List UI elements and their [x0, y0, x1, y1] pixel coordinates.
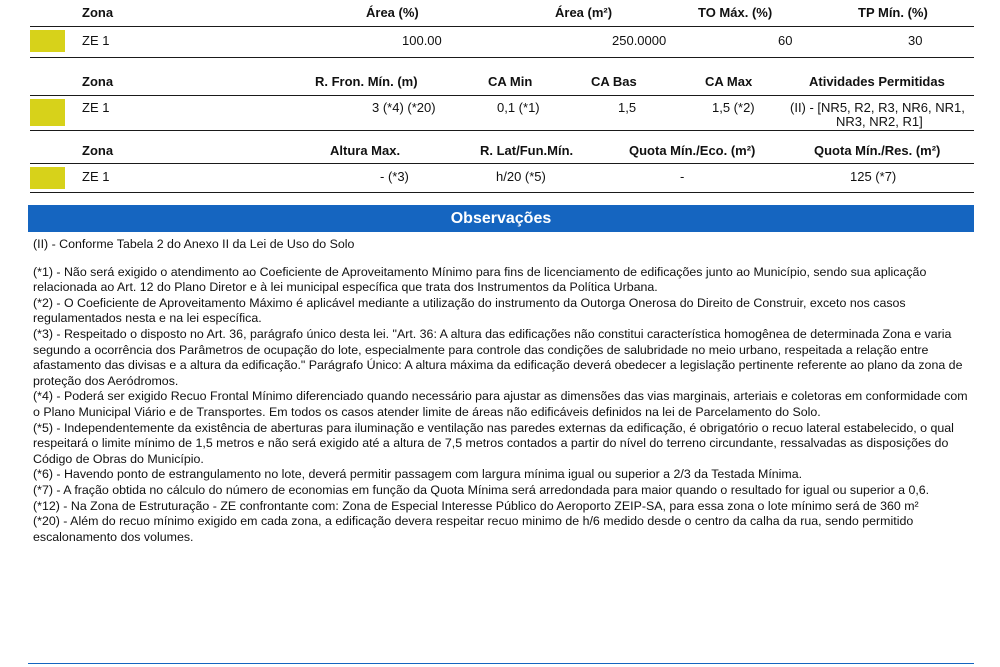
col-atividades-header: Atividades Permitidas	[809, 74, 945, 89]
note-20: (*20) - Além do recuo mínimo exigido em cada zona, a edificação devera respeitar recuo minimo de h/6 medido desde o centro da calha da rua, sendo permitido escalonamento dos volumes.	[33, 514, 914, 544]
recuo-frontal-value: 3 (*4) (*20)	[372, 100, 436, 115]
table3-header	[30, 143, 974, 163]
col-quota-res-header: Quota Mín./Res. (m²)	[814, 143, 941, 158]
zone-color-swatch	[30, 30, 65, 52]
ca-bas-value: 1,5	[618, 100, 637, 115]
observacoes-notes	[33, 237, 973, 545]
recuo-lateral-value: h/20 (*5)	[496, 169, 546, 184]
altura-max-value: - (*3)	[380, 169, 409, 184]
note-intro: (II) - Conforme Tabela 2 do Anexo II da Lei de Uso do Solo	[33, 237, 355, 251]
col-altura-max-header: Altura Max.	[330, 143, 401, 158]
col-ca-max-header: CA Max	[705, 74, 753, 89]
col-ca-min-header: CA Min	[488, 74, 533, 89]
col-area-pct-header: Área (%)	[366, 5, 419, 20]
col-ca-bas-header: CA Bas	[591, 74, 637, 89]
area-pct-value: 100.00	[402, 33, 442, 48]
col-zona-header: Zona	[82, 74, 114, 89]
table1-row	[30, 26, 974, 58]
ca-max-value: 1,5 (*2)	[712, 100, 755, 115]
quota-eco-value: -	[680, 169, 685, 184]
col-area-m2-header: Área (m²)	[555, 5, 613, 20]
footer-divider	[28, 663, 974, 664]
col-tp-min-header: TP Mín. (%)	[858, 5, 928, 20]
col-zona-header: Zona	[82, 143, 114, 158]
col-zona-header: Zona	[82, 5, 114, 20]
table2-row	[30, 95, 974, 131]
note-5: (*5) - Independentemente da existência de aberturas para iluminação e ventilação nas paredes externas da edificação, é obrigatório o recuo lateral estabelecido, o qual respeitará o limite mínimo de 1,5 metros e não será exigido até a altura de 7,5 metros contados a partir do nível do terreno circundante, ressalvadas as disposições do Código de Obras do Município.	[33, 420, 954, 466]
note-1: (*1) - Não será exigido o atendimento ao Coeficiente de Aproveitamento Mínimo para fins de licenciamento de edificações junto ao Município, sendo sua aplicação relacionada ao Art. 12 do Plano Diretor e à lei municipal específica que trata dos Instrumentos da Política Urbana.	[33, 264, 927, 295]
quota-res-value: 125 (*7)	[850, 169, 897, 184]
zone-color-swatch	[30, 99, 65, 126]
atividades-value-line2: NR3, NR2, R1]	[836, 114, 923, 129]
table2-header	[30, 74, 974, 94]
zona-value: ZE 1	[82, 100, 110, 115]
table1-header	[30, 5, 974, 25]
zona-value: ZE 1	[82, 169, 110, 184]
observacoes-title: Observações	[28, 205, 974, 232]
note-7: (*7) - A fração obtida no cálculo do número de economias em função da Quota Mínima será arredondada para maior quando o resultado for igual ou superior a 0,6.	[33, 482, 930, 497]
note-4: (*4) - Poderá ser exigido Recuo Frontal Mínimo diferenciado quando necessário para ajustar as dimensões das vias marginais, arteriais e coletoras em conformidade com o Plano Municipal Viário e de Transportes. Em todos os casos atender limite de áreas não edificáveis definidos na lei de Parcelamento do Solo.	[33, 389, 968, 419]
note-12: (*12) - Na Zona de Estruturação - ZE confrontante com: Zona de Especial Interesse Público do Aeroporto ZEIP-SA, para essa zona o lote mínimo será de 360 m²	[33, 498, 919, 513]
note-6: (*6) - Havendo ponto de estrangulamento no lote, deverá permitir passagem com largura mínima igual ou superior a 2/3 da Testada Mínima.	[33, 467, 803, 482]
note-2: (*2) - O Coeficiente de Aproveitamento Máximo é aplicável mediante a utilização do instrumento da Outorga Onerosa do Direito de Construir, exceto nos casos regulamentados nesta e na lei específica.	[33, 295, 906, 326]
col-quota-eco-header: Quota Mín./Eco. (m²)	[629, 143, 756, 158]
tp-min-value: 30	[908, 33, 923, 48]
table3-row	[30, 163, 974, 193]
to-max-value: 60	[778, 33, 793, 48]
ca-min-value: 0,1 (*1)	[497, 100, 540, 115]
area-m2-value: 250.0000	[612, 33, 667, 48]
col-recuo-lateral-header: R. Lat/Fun.Mín.	[480, 143, 574, 158]
col-recuo-frontal-header: R. Fron. Mín. (m)	[315, 74, 418, 89]
note-3: (*3) - Respeitado o disposto no Art. 36, parágrafo único desta lei. "Art. 36: A altura das edificações não constitui característica homogênea de determinada Zona e varia segundo a ocorrência dos Parâmetros de ocupação do lote, especialmente para controle das condições de salubridade no meio urbano, respeitada a relação entre afastamento das divisas e a altura da edificação." Parágrafo Único: A altura máxima da edificação deverá obedecer a legislação pertinente referente ao plano da zona de proteção dos Aeródromos.	[33, 326, 963, 388]
col-to-max-header: TO Máx. (%)	[698, 5, 773, 20]
atividades-value-line1: (II) - [NR5, R2, R3, NR6, NR1,	[790, 100, 965, 115]
zona-value: ZE 1	[82, 33, 110, 48]
zone-color-swatch	[30, 167, 65, 189]
